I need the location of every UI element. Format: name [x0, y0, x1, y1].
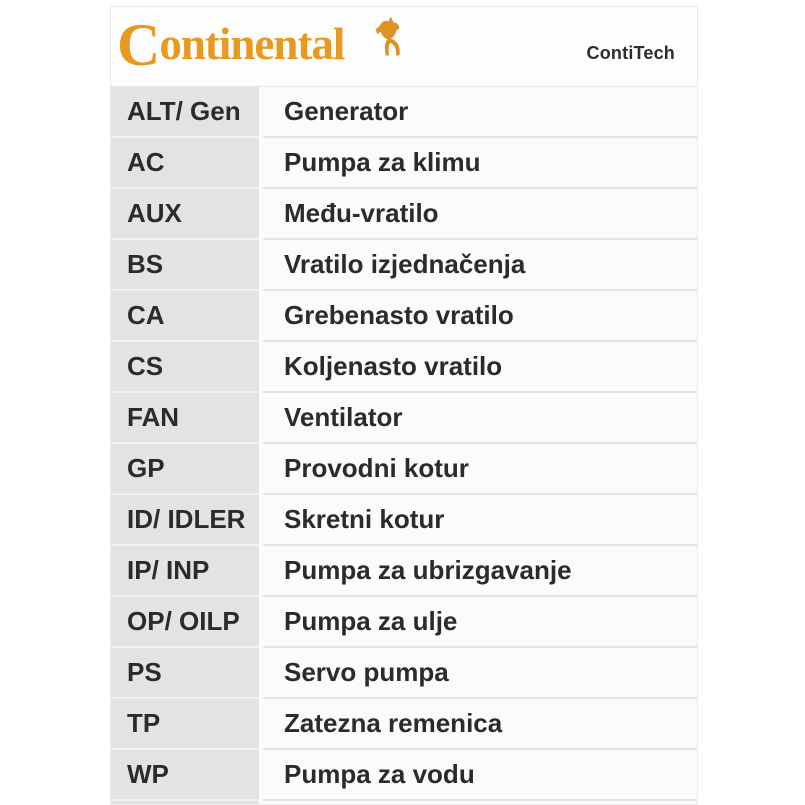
contitech-label: ContiTech	[586, 43, 675, 63]
abbr-text: BS	[127, 249, 164, 279]
continental-wordmark	[117, 12, 345, 78]
abbr-text: CS	[127, 351, 164, 381]
table-row	[111, 393, 697, 442]
label-text: Koljenasto vratilo	[284, 351, 503, 381]
table-row	[111, 291, 697, 340]
table-row	[111, 699, 697, 748]
label-text: Pumpa za klimu	[284, 147, 481, 177]
label-text: Pumpa za vodu	[284, 759, 475, 789]
abbr-text: AUX	[127, 198, 182, 228]
abbr-text: AC	[127, 147, 165, 177]
label-cell	[263, 342, 697, 393]
table-row	[111, 444, 697, 493]
continental-logo-rest: ontinental	[159, 19, 345, 69]
table-row	[111, 138, 697, 187]
abbr-text: ALT/ Gen	[127, 96, 241, 126]
abbr-cell	[111, 699, 259, 750]
table-row	[111, 648, 697, 697]
abbr-text: OP/ OILP	[127, 606, 240, 636]
label-cell	[263, 240, 697, 291]
label-cell	[263, 444, 697, 495]
table-row	[111, 750, 697, 799]
abbr-text: IP/ INP	[127, 555, 210, 585]
abbr-cell	[111, 546, 259, 597]
abbr-cell	[111, 138, 259, 189]
label-cell	[263, 495, 697, 546]
label-text: Provodni kotur	[284, 453, 469, 483]
abbr-text: TP	[127, 708, 161, 738]
label-text: Grebenasto vratilo	[284, 300, 514, 330]
table-row	[111, 189, 697, 238]
abbr-text: WP	[127, 759, 169, 789]
label-cell	[263, 291, 697, 342]
abbr-cell	[111, 393, 259, 444]
table-row	[111, 240, 697, 289]
continental-logo-c: C	[117, 12, 160, 78]
abbr-cell	[111, 87, 259, 138]
label-cell	[263, 393, 697, 444]
abbr-cell	[111, 444, 259, 495]
table-row	[111, 597, 697, 646]
brand-header	[111, 7, 697, 87]
label-text: Među-vratilo	[284, 198, 439, 228]
abbr-cell	[111, 291, 259, 342]
abbreviation-legend-table	[111, 87, 697, 799]
label-cell	[263, 801, 697, 805]
label-cell	[263, 138, 697, 189]
abbr-cell	[111, 648, 259, 699]
abbr-text: ID/ IDLER	[127, 504, 246, 534]
label-text: Ventilator	[284, 402, 403, 432]
label-text: Vratilo izjednačenja	[284, 249, 526, 279]
label-text: Pumpa za ubrizgavanje	[284, 555, 572, 585]
label-cell	[263, 699, 697, 750]
label-cell	[263, 546, 697, 597]
label-text: Pumpa za ulje	[284, 606, 458, 636]
abbr-text: CA	[127, 300, 165, 330]
label-text: Skretni kotur	[284, 504, 445, 534]
clipped-row	[111, 801, 697, 805]
abbr-cell	[111, 189, 259, 240]
label-text: Servo pumpa	[284, 657, 449, 687]
abbr-cell	[111, 597, 259, 648]
abbr-text: GP	[127, 453, 165, 483]
label-cell	[263, 189, 697, 240]
label-cell	[263, 87, 697, 138]
abbr-text: PS	[127, 657, 162, 687]
abbr-text: FAN	[127, 402, 179, 432]
abbr-cell	[111, 750, 259, 801]
rearing-horse-icon	[373, 15, 407, 57]
table-row	[111, 546, 697, 595]
table-row	[111, 87, 697, 136]
label-cell	[263, 597, 697, 648]
label-text: Generator	[284, 96, 409, 126]
label-cell	[263, 648, 697, 699]
abbr-cell	[111, 495, 259, 546]
table-row	[111, 342, 697, 391]
label-text: Zatezna remenica	[284, 708, 503, 738]
abbr-cell	[111, 240, 259, 291]
abbr-cell	[111, 801, 259, 805]
catalog-sheet	[110, 6, 698, 805]
abbr-cell	[111, 342, 259, 393]
table-row	[111, 495, 697, 544]
label-cell	[263, 750, 697, 801]
